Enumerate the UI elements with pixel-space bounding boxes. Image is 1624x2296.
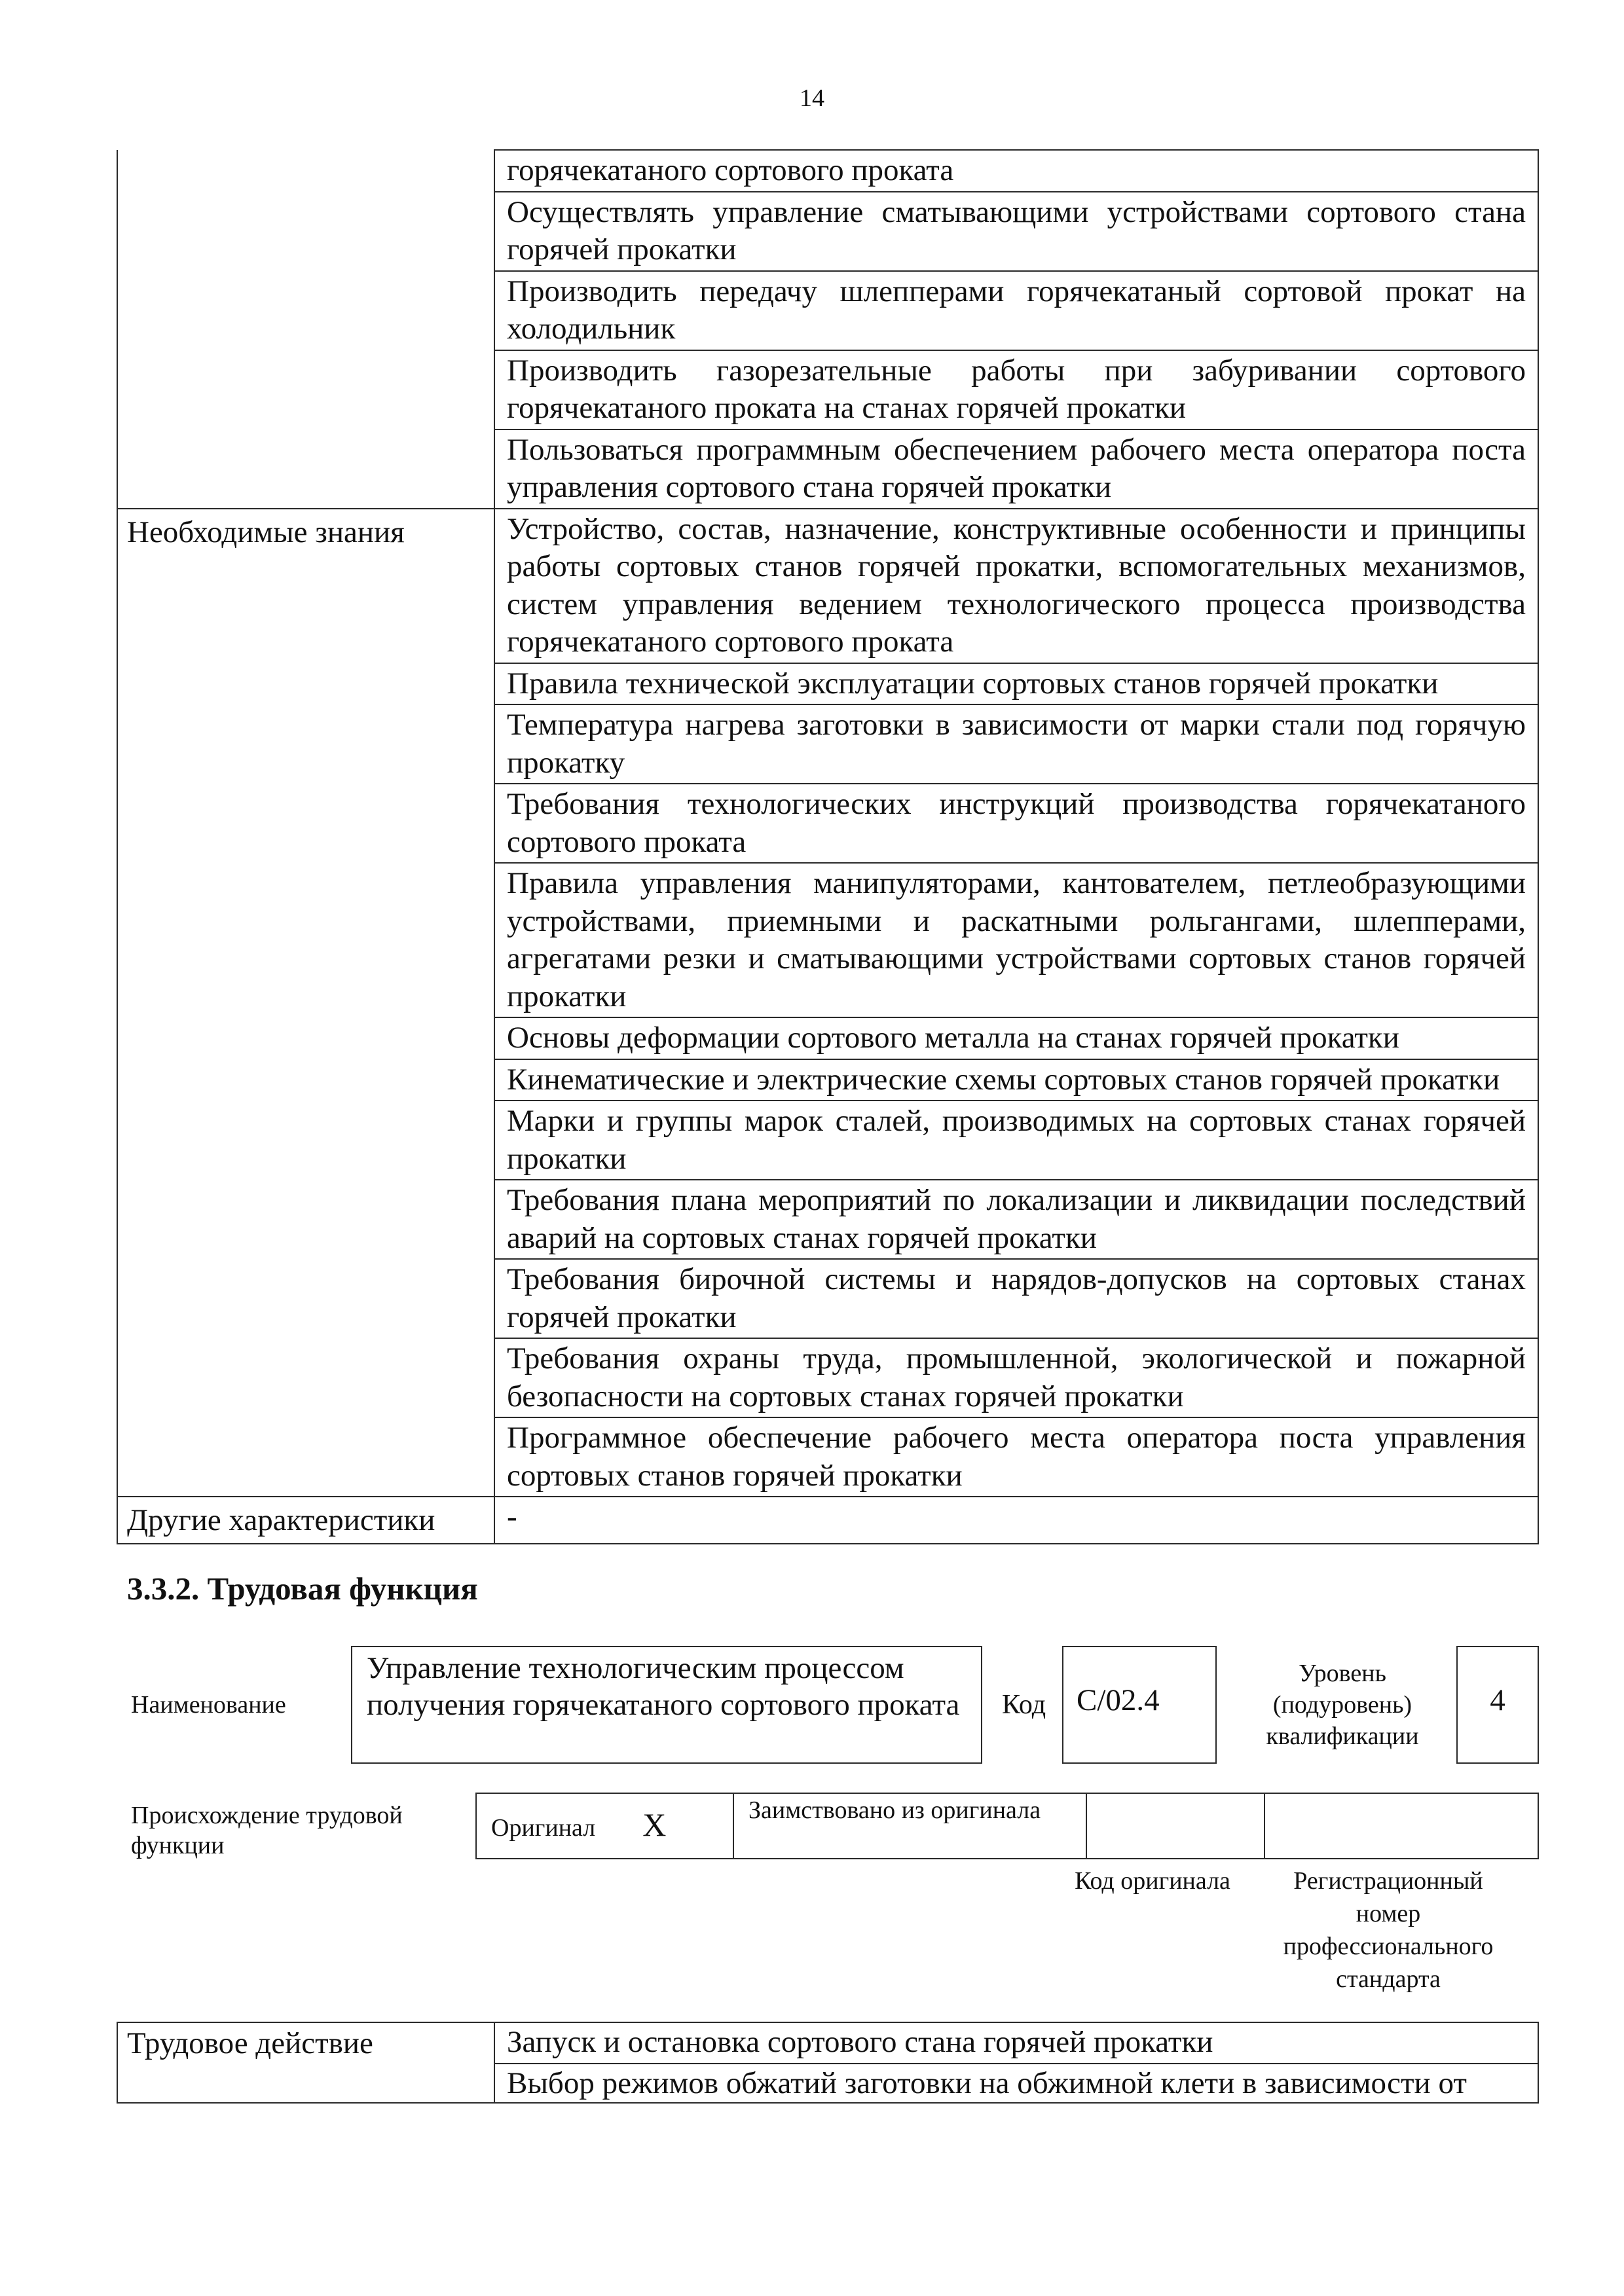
origin-table (475, 1793, 1539, 1859)
knowledge-label-cell (117, 1259, 494, 1338)
knowledge-cell: Правила управления манипуляторами, кантователем, петлеобразующими устройствами, приемными и раскатными рольгангами, шлепперами, агрегатами резки и сматывающими устройствами сортовых станов горячей прокатки (494, 863, 1538, 1017)
table-row (117, 271, 1538, 350)
skill-cell: Производить передачу шлепперами горячекатаный сортовой прокат на холодильник (494, 271, 1538, 350)
orig-code-cell (1086, 1793, 1264, 1859)
knowledge-label-cell (117, 1101, 494, 1180)
knowledge-label-cell (117, 1338, 494, 1417)
knowledge-cell: Требования бирочной системы и нарядов-допусков на сортовых станах горячей прокатки (494, 1259, 1538, 1338)
table-row (117, 1338, 1538, 1417)
reg-number-label: Регистрационный номер профессионального стандарта (1283, 1867, 1494, 1993)
knowledge-label-cell (117, 1017, 494, 1059)
table-row (117, 1180, 1538, 1259)
knowledge-cell: Устройство, состав, назначение, конструктивные особенности и принципы работы сортовых станов горячей прокатки, вспомогательных механизмов, систем управления ведением технологического процесса производства горячекатаного сортового проката (494, 509, 1538, 663)
level-box: 4 (1456, 1646, 1539, 1764)
function-code-box: С/02.4 (1062, 1646, 1217, 1764)
knowledge-label-cell (117, 704, 494, 784)
table-row (117, 509, 1538, 663)
requirements-table (117, 149, 1539, 1544)
actions-label-cell: Трудовое действие (117, 2022, 494, 2064)
table-row (117, 2022, 1538, 2064)
table-row (117, 704, 1538, 784)
skills-label-cell (117, 350, 494, 429)
table-row (117, 429, 1538, 509)
knowledge-cell: Требования охраны труда, промышленной, экологической и пожарной безопасности на сортовых станах горячей прокатки (494, 1338, 1538, 1417)
knowledge-label-cell (117, 1417, 494, 1497)
skill-cell: Пользоваться программным обеспечением рабочего места оператора поста управления сортового стана горячей прокатки (494, 429, 1538, 509)
skills-label-cell (117, 271, 494, 350)
knowledge-label-cell: Необходимые знания (117, 509, 494, 663)
knowledge-cell: Требования плана мероприятий по локализации и ликвидации последствий аварий на сортовых станах горячей прокатки (494, 1180, 1538, 1259)
table-row (117, 350, 1538, 429)
labor-actions-table (117, 2022, 1539, 2104)
table-row (117, 192, 1538, 271)
origin-original-cell (476, 1793, 733, 1859)
table-row (117, 1017, 1538, 1059)
knowledge-label-cell (117, 1059, 494, 1101)
action-cell: Запуск и остановка сортового стана горячей прокатки (494, 2022, 1538, 2064)
code-label: Код (1002, 1690, 1046, 1720)
table-row (117, 2064, 1538, 2103)
skill-cell: Производить газорезательные работы при забуривании сортового горячекатаного проката на станах горячей прокатки (494, 350, 1538, 429)
other-label-cell: Другие характеристики (117, 1497, 494, 1544)
skill-cell: горячекатаного сортового проката (494, 150, 1538, 192)
table-row (117, 1259, 1538, 1338)
knowledge-label-cell (117, 784, 494, 863)
table-row (117, 1101, 1538, 1180)
orig-code-label: Код оригинала (1075, 1867, 1230, 1895)
name-label: Наименование (131, 1691, 286, 1719)
table-row (117, 663, 1538, 705)
table-row (117, 1059, 1538, 1101)
origin-label: Происхождение трудовой функции (131, 1802, 403, 1859)
skills-label-cell (117, 192, 494, 271)
origin-original-label: Оригинал (491, 1813, 596, 1842)
skills-label-cell (117, 429, 494, 509)
table-row (117, 150, 1538, 192)
section-title: 3.3.2. Трудовая функция (127, 1571, 478, 1607)
skill-cell: Осуществлять управление сматывающими устройствами сортового стана горячей прокатки (494, 192, 1538, 271)
table-row (117, 1417, 1538, 1497)
knowledge-cell: Температура нагрева заготовки в зависимости от марки стали под горячую прокатку (494, 704, 1538, 784)
knowledge-cell: Программное обеспечение рабочего места оператора поста управления сортовых станов горячей прокатки (494, 1417, 1538, 1497)
knowledge-cell: Требования технологических инструкций производства горячекатаного сортового проката (494, 784, 1538, 863)
table-row (117, 863, 1538, 1017)
action-cell: Выбор режимов обжатий заготовки на обжимной клети в зависимости от (494, 2064, 1538, 2103)
table-row (117, 784, 1538, 863)
function-name-box: Управление технологическим процессом получения горячекатаного сортового проката (351, 1646, 982, 1764)
knowledge-label-cell (117, 1180, 494, 1259)
level-label: Уровень (подуровень) квалификации (1266, 1660, 1419, 1750)
origin-x-mark: X (642, 1806, 667, 1843)
origin-borrowed-cell: Заимствовано из оригинала (733, 1793, 1086, 1859)
knowledge-label-cell (117, 663, 494, 705)
knowledge-cell: Кинематические и электрические схемы сортовых станов горячей прокатки (494, 1059, 1538, 1101)
knowledge-cell: Правила технической эксплуатации сортовых станов горячей прокатки (494, 663, 1538, 705)
table-row (117, 1497, 1538, 1544)
page-number: 14 (800, 84, 824, 112)
knowledge-cell: Основы деформации сортового металла на станах горячей прокатки (494, 1017, 1538, 1059)
reg-number-cell (1264, 1793, 1538, 1859)
skills-label-cell (117, 150, 494, 192)
knowledge-cell: Марки и группы марок сталей, производимых на сортовых станах горячей прокатки (494, 1101, 1538, 1180)
knowledge-label-cell (117, 863, 494, 1017)
other-value-cell: - (494, 1497, 1538, 1544)
actions-label-cell (117, 2064, 494, 2103)
